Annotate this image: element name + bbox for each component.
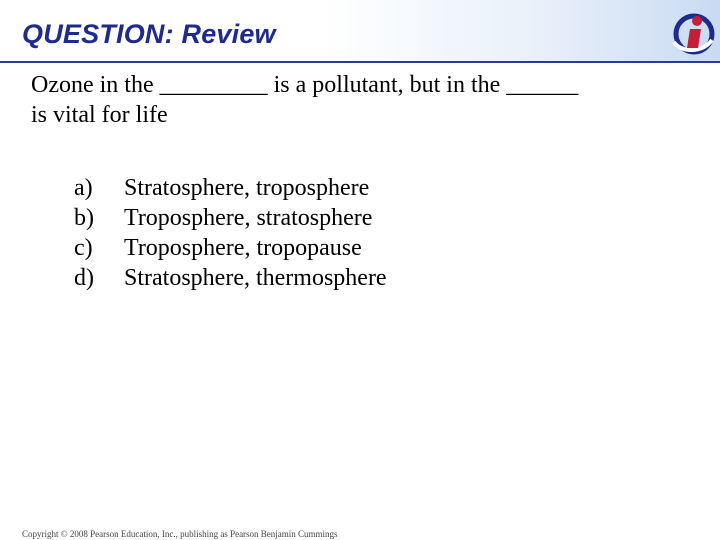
answer-item-c xyxy=(74,233,387,263)
answer-item-b xyxy=(74,203,387,233)
header-divider xyxy=(0,61,720,63)
answer-letter: c) xyxy=(74,235,93,261)
answer-text: Stratosphere, troposphere xyxy=(124,175,370,201)
answer-item-d xyxy=(74,263,387,293)
answer-letter: a) xyxy=(74,175,93,201)
question-text xyxy=(31,70,691,130)
copyright-notice: Copyright © 2008 Pearson Education, Inc., publishing as Pearson Benjamin Cummings xyxy=(22,529,338,539)
answer-item-a xyxy=(74,173,387,203)
answer-list xyxy=(74,173,387,293)
question-line-1: Ozone in the _________ is a pollutant, but in the ______ xyxy=(31,72,579,98)
slide-title: QUESTION: Review xyxy=(22,19,276,49)
answer-letter: d) xyxy=(74,265,94,291)
answer-text: Troposphere, tropopause xyxy=(124,235,362,261)
answer-letter: b) xyxy=(74,205,94,231)
answer-text: Troposphere, stratosphere xyxy=(124,205,373,231)
question-line-2: is vital for life xyxy=(31,102,168,128)
answer-text: Stratosphere, thermosphere xyxy=(124,265,387,291)
info-i-icon xyxy=(668,12,718,56)
